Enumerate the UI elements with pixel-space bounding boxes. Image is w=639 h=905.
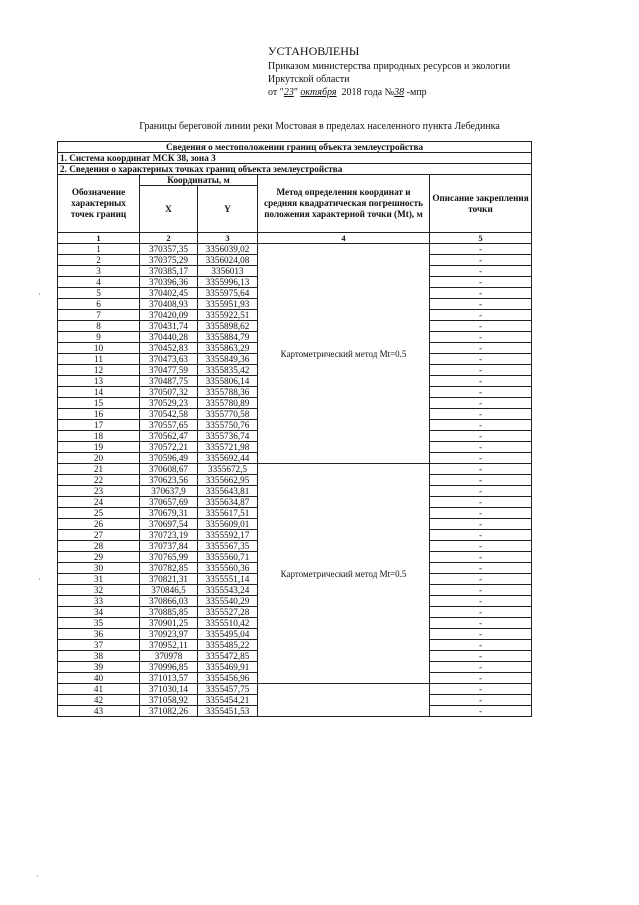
y-coordinate-cell: 3355922,51	[198, 310, 258, 321]
method-cell: Картометрический метод Mt=0.5	[258, 244, 430, 464]
description-cell: -	[430, 574, 532, 585]
x-coordinate-cell: 370978	[140, 651, 198, 662]
point-number-cell: 14	[58, 387, 140, 398]
description-cell: -	[430, 607, 532, 618]
description-cell: -	[430, 288, 532, 299]
point-number-cell: 32	[58, 585, 140, 596]
point-number-cell: 30	[58, 563, 140, 574]
y-coordinate-cell: 3355770,58	[198, 409, 258, 420]
point-number-cell: 21	[58, 464, 140, 475]
description-cell: -	[430, 651, 532, 662]
y-coordinate-cell: 3355469,91	[198, 662, 258, 673]
y-coordinate-cell: 3355951,93	[198, 299, 258, 310]
point-number-cell: 11	[58, 354, 140, 365]
point-number-cell: 9	[58, 332, 140, 343]
point-number-cell: 23	[58, 486, 140, 497]
x-coordinate-cell: 370901,25	[140, 618, 198, 629]
y-coordinate-cell: 3355662,95	[198, 475, 258, 486]
coordinates-table	[57, 141, 532, 717]
x-coordinate-cell: 370408,93	[140, 299, 198, 310]
point-number-cell: 10	[58, 343, 140, 354]
description-cell: -	[430, 684, 532, 695]
description-cell: -	[430, 563, 532, 574]
x-coordinate-cell: 370765,99	[140, 552, 198, 563]
description-cell: -	[430, 387, 532, 398]
point-number-cell: 4	[58, 277, 140, 288]
y-coordinate-cell: 3355780,89	[198, 398, 258, 409]
margin-mark-3: ·	[36, 872, 39, 881]
y-coordinate-cell: 3355692,44	[198, 453, 258, 464]
x-coordinate-cell: 370623,56	[140, 475, 198, 486]
x-coordinate-cell: 370375,29	[140, 255, 198, 266]
column-number: 2	[140, 233, 198, 244]
x-coordinate-cell: 370385,17	[140, 266, 198, 277]
x-coordinate-cell: 370737,84	[140, 541, 198, 552]
y-coordinate-cell: 3355567,35	[198, 541, 258, 552]
y-coordinate-cell: 3355884,79	[198, 332, 258, 343]
point-number-cell: 37	[58, 640, 140, 651]
y-coordinate-cell: 3355898,62	[198, 321, 258, 332]
margin-mark-1: ·	[38, 290, 41, 299]
y-coordinate-cell: 3355672,5	[198, 464, 258, 475]
description-cell: -	[430, 706, 532, 717]
description-cell: -	[430, 409, 532, 420]
y-coordinate-cell: 3355527,28	[198, 607, 258, 618]
document-title: Границы береговой линии реки Мостовая в пределах населенного пункта Лебединка	[139, 121, 500, 132]
point-number-cell: 35	[58, 618, 140, 629]
x-coordinate-cell: 370396,36	[140, 277, 198, 288]
y-coordinate-cell: 3355495,04	[198, 629, 258, 640]
point-number-cell: 8	[58, 321, 140, 332]
y-coordinate-cell: 3355609,01	[198, 519, 258, 530]
y-coordinate-cell: 3355485,22	[198, 640, 258, 651]
point-number-cell: 20	[58, 453, 140, 464]
x-coordinate-cell: 370821,31	[140, 574, 198, 585]
point-number-cell: 15	[58, 398, 140, 409]
date-prefix: от "	[268, 87, 284, 98]
y-coordinate-cell: 3355510,42	[198, 618, 258, 629]
date-mid: "	[293, 87, 298, 98]
description-cell: -	[430, 431, 532, 442]
point-number-cell: 33	[58, 596, 140, 607]
description-cell: -	[430, 321, 532, 332]
x-coordinate-cell: 370697,54	[140, 519, 198, 530]
date-year: 2018 года №	[341, 87, 395, 98]
point-number-cell: 34	[58, 607, 140, 618]
method-cell	[258, 684, 430, 717]
description-cell: -	[430, 695, 532, 706]
x-coordinate-cell: 370529,23	[140, 398, 198, 409]
y-coordinate-cell: 3355750,76	[198, 420, 258, 431]
point-number-cell: 41	[58, 684, 140, 695]
description-cell: -	[430, 508, 532, 519]
point-number-cell: 22	[58, 475, 140, 486]
x-coordinate-cell: 370923,97	[140, 629, 198, 640]
y-coordinate-cell: 3355863,29	[198, 343, 258, 354]
y-coordinate-cell: 3355456,96	[198, 673, 258, 684]
y-coordinate-cell: 3355457,75	[198, 684, 258, 695]
x-coordinate-cell: 370440,28	[140, 332, 198, 343]
y-coordinate-cell: 3355835,42	[198, 365, 258, 376]
description-cell: -	[430, 475, 532, 486]
description-cell: -	[430, 442, 532, 453]
description-cell: -	[430, 266, 532, 277]
x-coordinate-cell: 370572,21	[140, 442, 198, 453]
column-number: 5	[430, 233, 532, 244]
x-coordinate-cell: 370420,09	[140, 310, 198, 321]
point-number-cell: 7	[58, 310, 140, 321]
description-cell: -	[430, 486, 532, 497]
y-coordinate-cell: 3355849,36	[198, 354, 258, 365]
y-coordinate-cell: 3355996,13	[198, 277, 258, 288]
point-number-cell: 12	[58, 365, 140, 376]
point-number-cell: 38	[58, 651, 140, 662]
description-cell: -	[430, 497, 532, 508]
approval-block	[268, 44, 608, 99]
x-coordinate-cell: 370885,85	[140, 607, 198, 618]
y-coordinate-cell: 3355617,51	[198, 508, 258, 519]
approval-line-1: Приказом министерства природных ресурсов и экологии	[268, 61, 511, 72]
description-cell: -	[430, 640, 532, 651]
description-cell: -	[430, 277, 532, 288]
x-coordinate-cell: 370846,5	[140, 585, 198, 596]
point-number-cell: 43	[58, 706, 140, 717]
y-coordinate-cell: 3355451,53	[198, 706, 258, 717]
x-coordinate-cell: 370557,65	[140, 420, 198, 431]
y-coordinate-cell: 3356013	[198, 266, 258, 277]
point-number-cell: 39	[58, 662, 140, 673]
description-cell: -	[430, 343, 532, 354]
point-number-cell: 6	[58, 299, 140, 310]
point-number-cell: 13	[58, 376, 140, 387]
y-coordinate-cell: 3355543,24	[198, 585, 258, 596]
description-cell: -	[430, 541, 532, 552]
description-cell: -	[430, 596, 532, 607]
table-row	[58, 244, 532, 255]
description-cell: -	[430, 354, 532, 365]
description-cell: -	[430, 552, 532, 563]
header-coordinates: Координаты, м	[140, 175, 258, 186]
description-cell: -	[430, 376, 532, 387]
y-coordinate-cell: 3355643,81	[198, 486, 258, 497]
y-coordinate-cell: 3355454,21	[198, 695, 258, 706]
point-number-cell: 36	[58, 629, 140, 640]
section-coordinate-system: 1. Система координат МСК 38, зона 3	[58, 153, 532, 164]
description-cell: -	[430, 530, 532, 541]
y-coordinate-cell: 3355736,74	[198, 431, 258, 442]
y-coordinate-cell: 3355592,17	[198, 530, 258, 541]
y-coordinate-cell: 3355560,36	[198, 563, 258, 574]
approval-heading: УСТАНОВЛЕНЫ	[268, 44, 360, 58]
column-number: 4	[258, 233, 430, 244]
x-coordinate-cell: 370782,85	[140, 563, 198, 574]
header-method: Метод определения координат и средняя квадратическая погрешность положения характерной точки (Mt), м	[258, 175, 430, 233]
date-month: октября	[300, 87, 337, 98]
point-number-cell: 29	[58, 552, 140, 563]
approval-date-line	[268, 86, 608, 99]
x-coordinate-cell: 370402,45	[140, 288, 198, 299]
header-x: X	[140, 186, 198, 233]
margin-mark-2: ·	[38, 575, 41, 584]
point-number-cell: 5	[58, 288, 140, 299]
y-coordinate-cell: 3356024,08	[198, 255, 258, 266]
point-number-cell: 19	[58, 442, 140, 453]
column-number: 3	[198, 233, 258, 244]
description-cell: -	[430, 585, 532, 596]
x-coordinate-cell: 370723,19	[140, 530, 198, 541]
point-number-cell: 3	[58, 266, 140, 277]
description-cell: -	[430, 464, 532, 475]
point-number-cell: 16	[58, 409, 140, 420]
description-cell: -	[430, 618, 532, 629]
y-coordinate-cell: 3356039,02	[198, 244, 258, 255]
x-coordinate-cell: 370477,59	[140, 365, 198, 376]
x-coordinate-cell: 370596,49	[140, 453, 198, 464]
x-coordinate-cell: 370487,75	[140, 376, 198, 387]
header-point: Обозначение характерных точек границ	[58, 175, 140, 233]
description-cell: -	[430, 244, 532, 255]
point-number-cell: 24	[58, 497, 140, 508]
description-cell: -	[430, 332, 532, 343]
y-coordinate-cell: 3355540,29	[198, 596, 258, 607]
approval-line-2: Иркутской области	[268, 74, 350, 85]
column-number: 1	[58, 233, 140, 244]
x-coordinate-cell: 370608,67	[140, 464, 198, 475]
x-coordinate-cell: 370542,58	[140, 409, 198, 420]
date-number: 38	[394, 87, 405, 98]
x-coordinate-cell: 370452,83	[140, 343, 198, 354]
table-caption: Сведения о местоположении границ объекта землеустройства	[58, 142, 532, 153]
header-y: Y	[198, 186, 258, 233]
description-cell: -	[430, 629, 532, 640]
x-coordinate-cell: 370657,69	[140, 497, 198, 508]
point-number-cell: 42	[58, 695, 140, 706]
description-cell: -	[430, 662, 532, 673]
description-cell: -	[430, 519, 532, 530]
x-coordinate-cell: 370357,35	[140, 244, 198, 255]
section-points: 2. Сведения о характерных точках границ объекта землеустройства	[58, 164, 532, 175]
point-number-cell: 40	[58, 673, 140, 684]
point-number-cell: 1	[58, 244, 140, 255]
point-number-cell: 17	[58, 420, 140, 431]
description-cell: -	[430, 673, 532, 684]
x-coordinate-cell: 370637,9	[140, 486, 198, 497]
x-coordinate-cell: 370507,32	[140, 387, 198, 398]
x-coordinate-cell: 370679,31	[140, 508, 198, 519]
y-coordinate-cell: 3355551,14	[198, 574, 258, 585]
y-coordinate-cell: 3355560,71	[198, 552, 258, 563]
description-cell: -	[430, 255, 532, 266]
description-cell: -	[430, 453, 532, 464]
y-coordinate-cell: 3355788,36	[198, 387, 258, 398]
x-coordinate-cell: 371030,14	[140, 684, 198, 695]
x-coordinate-cell: 370562,47	[140, 431, 198, 442]
y-coordinate-cell: 3355806,14	[198, 376, 258, 387]
y-coordinate-cell: 3355634,87	[198, 497, 258, 508]
description-cell: -	[430, 365, 532, 376]
y-coordinate-cell: 3355721,98	[198, 442, 258, 453]
point-number-cell: 28	[58, 541, 140, 552]
description-cell: -	[430, 420, 532, 431]
header-description: Описание закрепления точки	[430, 175, 532, 233]
point-number-cell: 31	[58, 574, 140, 585]
point-number-cell: 2	[58, 255, 140, 266]
description-cell: -	[430, 299, 532, 310]
description-cell: -	[430, 310, 532, 321]
x-coordinate-cell: 370952,11	[140, 640, 198, 651]
x-coordinate-cell: 370866,03	[140, 596, 198, 607]
description-cell: -	[430, 398, 532, 409]
date-day: 23	[283, 87, 294, 98]
table-row	[58, 464, 532, 475]
point-number-cell: 26	[58, 519, 140, 530]
point-number-cell: 25	[58, 508, 140, 519]
method-cell: Картометрический метод Mt=0.5	[258, 464, 430, 684]
x-coordinate-cell: 370996,85	[140, 662, 198, 673]
y-coordinate-cell: 3355975,64	[198, 288, 258, 299]
x-coordinate-cell: 371013,57	[140, 673, 198, 684]
table-row	[58, 684, 532, 695]
date-suffix: -мпр	[406, 87, 427, 98]
x-coordinate-cell: 371082,26	[140, 706, 198, 717]
x-coordinate-cell: 370473,63	[140, 354, 198, 365]
point-number-cell: 27	[58, 530, 140, 541]
y-coordinate-cell: 3355472,85	[198, 651, 258, 662]
point-number-cell: 18	[58, 431, 140, 442]
x-coordinate-cell: 371058,92	[140, 695, 198, 706]
x-coordinate-cell: 370431,74	[140, 321, 198, 332]
